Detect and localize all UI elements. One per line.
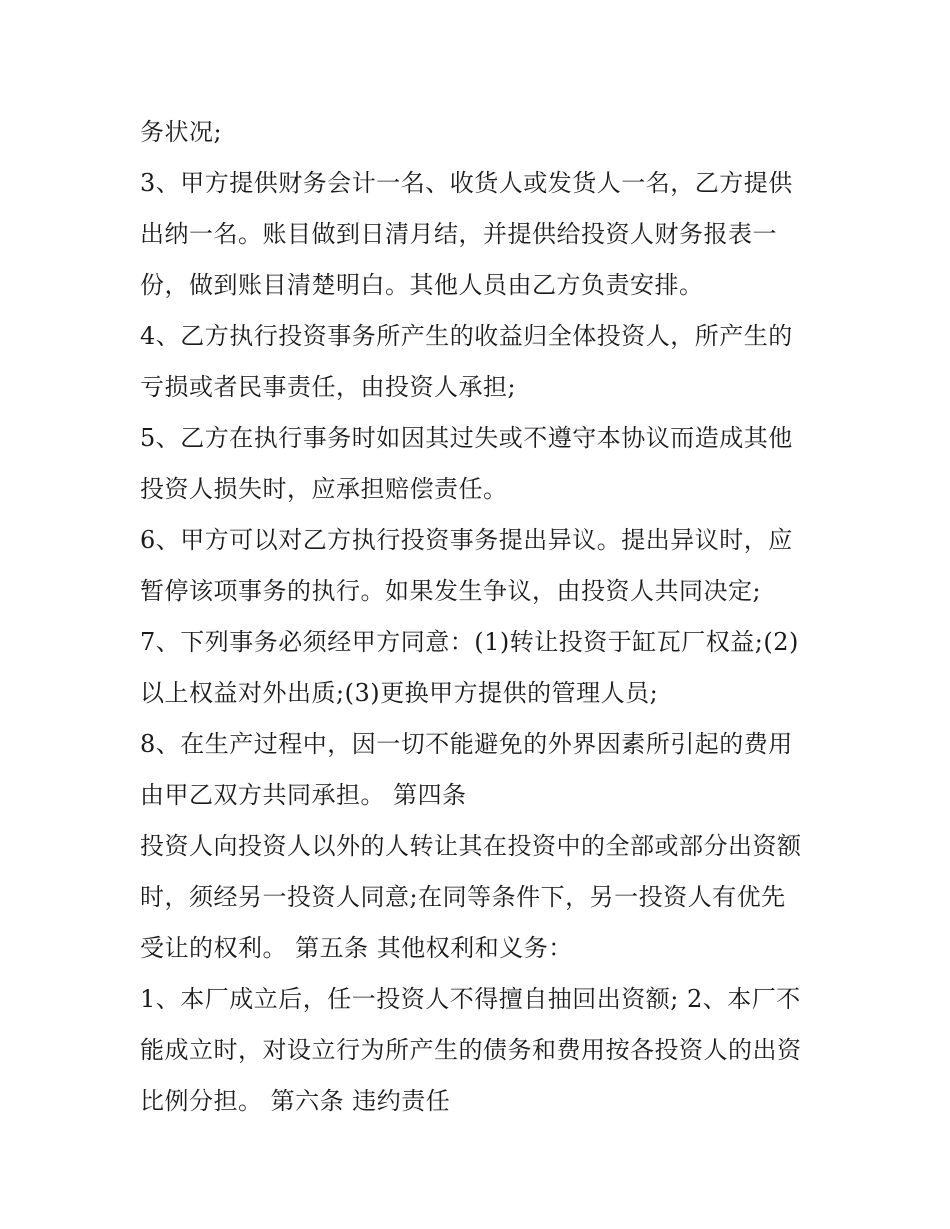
text-line: 受让的权利。 第五条 其他权利和义务： xyxy=(140,934,573,962)
text-line: 比例分担。 第六条 违约责任 xyxy=(140,1087,451,1115)
text-line: 暂停该项事务的执行。如果发生争议，由投资人共同决定; xyxy=(140,577,762,605)
text-line: 以上权益对外出质;(3)更换甲方提供的管理人员; xyxy=(140,679,659,707)
text-line: 1、本厂成立后，任一投资人不得擅自抽回出资额; 2、本厂不 xyxy=(140,985,801,1013)
text-line: 5、乙方在执行事务时如因其过失或不遵守本协议而造成其他 xyxy=(140,424,793,452)
text-line: 8、在生产过程中，因一切不能避免的外界因素所引起的费用 xyxy=(140,730,793,758)
document-body xyxy=(140,107,820,1127)
text-line: 份，做到账目清楚明白。其他人员由乙方负责安排。 xyxy=(140,271,704,299)
text-line: 由甲乙双方共同承担。 第四条 xyxy=(140,781,467,809)
text-line: 6、甲方可以对乙方执行投资事务提出异议。提出异议时，应 xyxy=(140,526,793,554)
text-line: 投资人损失时，应承担赔偿责任。 xyxy=(140,475,508,503)
text-line: 务状况; xyxy=(140,118,223,146)
text-line: 能成立时，对设立行为所产生的债务和费用按各投资人的出资 xyxy=(140,1036,802,1064)
text-line: 3、甲方提供财务会计一名、收货人或发货人一名，乙方提供 xyxy=(140,169,793,197)
text-line: 4、乙方执行投资事务所产生的收益归全体投资人，所产生的 xyxy=(140,322,793,350)
text-line: 7、下列事务必须经甲方同意：(1)转让投资于缸瓦厂权益;(2) xyxy=(140,628,799,656)
text-line: 投资人向投资人以外的人转让其在投资中的全部或部分出资额 xyxy=(140,832,802,860)
text-line: 出纳一名。账目做到日清月结，并提供给投资人财务报表一 xyxy=(140,220,777,248)
text-line: 时，须经另一投资人同意;在同等条件下，另一投资人有优先 xyxy=(140,883,786,911)
text-line: 亏损或者民事责任，由投资人承担; xyxy=(140,373,517,401)
